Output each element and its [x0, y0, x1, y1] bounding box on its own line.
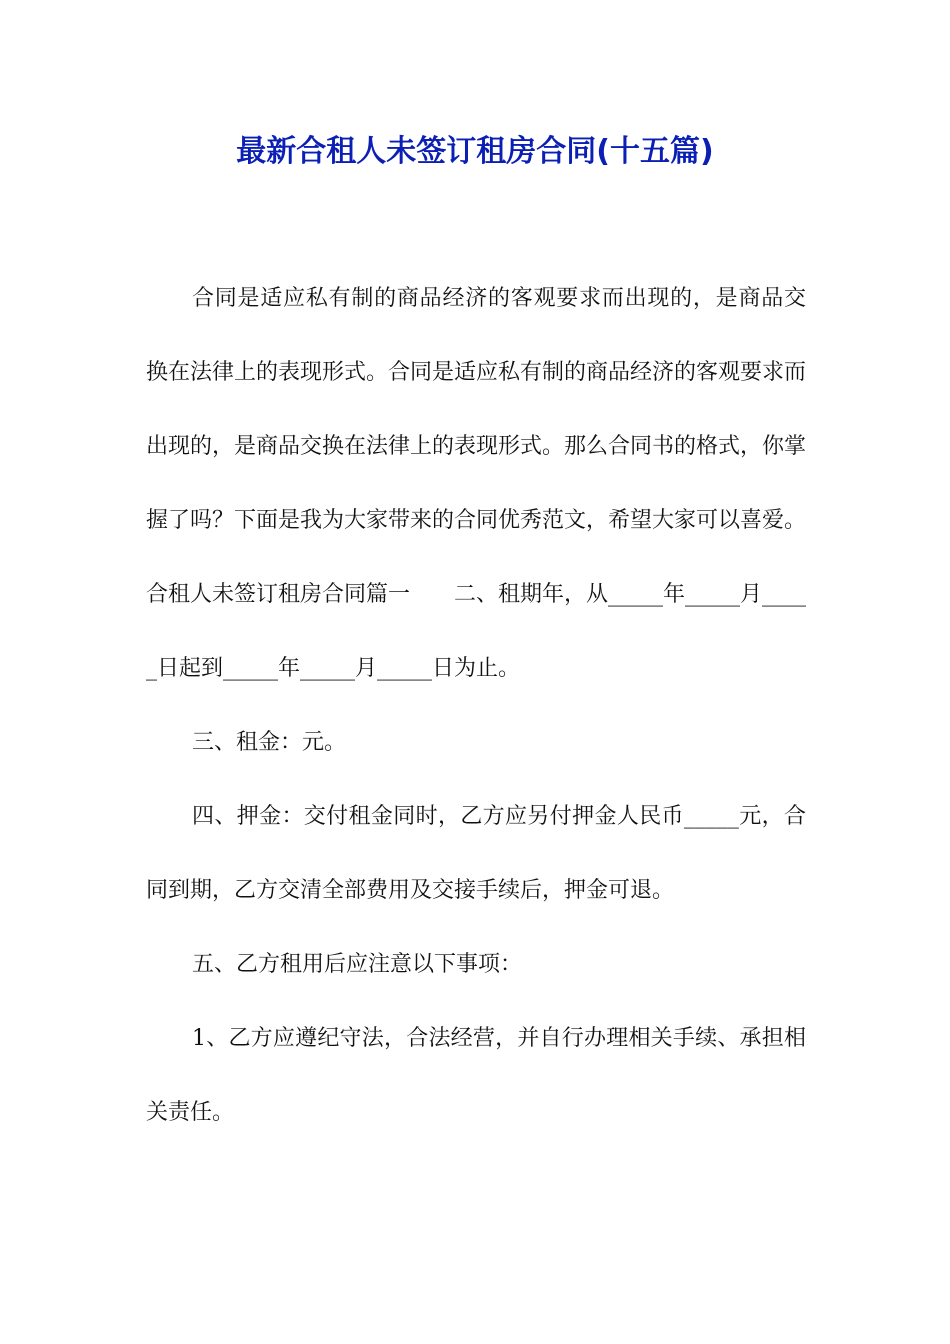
paragraph-rent: 三、租金：元。 [192, 730, 347, 755]
paragraph-deposit: 四、押金：交付租金同时，乙方应另付押金人民币_____元，合同到期，乙方交清全部费用及交接手续后，押金可退。 [146, 804, 806, 903]
paragraph-lease-term: 合租人未签订租房合同篇一 二、租期年，从_____年_____月_____日起到_____年_____月_____日为止。 [146, 582, 807, 681]
paragraph-notices: 五、乙方租用后应注意以下事项： [192, 952, 523, 977]
paragraph-intro: 合同是适应私有制的商品经济的客观要求而出现的，是商品交换在法律上的表现形式。合同是适应私有制的商品经济的客观要求而出现的，是商品交换在法律上的表现形式。那么合同书的格式，你掌握了吗？下面是我为大家带来的合同优秀范文，希望大家可以喜爱。 [146, 286, 807, 533]
document-body [146, 262, 806, 1150]
document-title: 最新合租人未签订租房合同(十五篇) [236, 134, 714, 169]
paragraph-item-1: 1、乙方应遵纪守法，合法经营，并自行办理相关手续、承担相关责任。 [146, 1026, 806, 1125]
